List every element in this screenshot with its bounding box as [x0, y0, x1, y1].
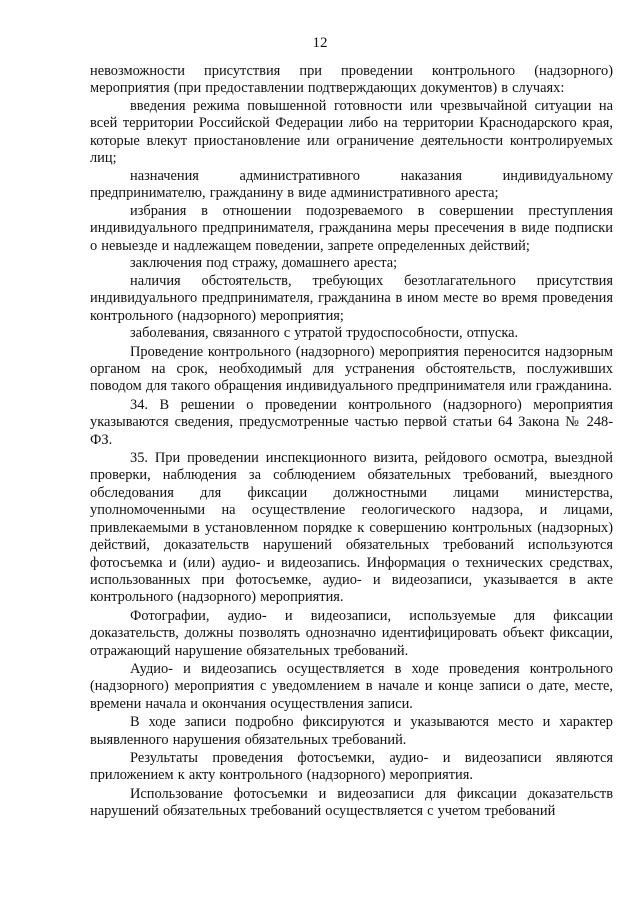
paragraph: Проведение контрольного (надзорного) мероприятия переносится надзорным органом на срок, необходимый для устранения обстоятельств, послуживших поводом для такого обращения индивидуального предпринимателя или гражданина.: [90, 343, 613, 395]
paragraph: В ходе записи подробно фиксируются и указываются место и характер выявленного нарушения обязательных требований.: [90, 714, 613, 748]
paragraph: 35. При проведении инспекционного визита, рейдового осмотра, выездной проверки, наблюдения за соблюдением обязательных требований, выездного обследования для фиксации должностными лицами министерства, уполномоченными на осуществление геологического надзора, и лицами, привлекаемыми в установленном порядке к совершению контрольных (надзорных) действий, доказательств нарушений обязательных требований используются фотосъемка и (или) аудио- и видеозапись. Информация о технических средствах, использованных при фотосъемке, аудио- и видеозаписи, указывается в акте контрольного (надзорного) мероприятия.: [90, 450, 613, 606]
paragraph: Использование фотосъемки и видеозаписи для фиксации доказательств нарушений обязательных требований осуществляется с учетом требований: [90, 785, 613, 820]
paragraph: Фотографии, аудио- и видеозаписи, используемые для фиксации доказательств, должны позволять однозначно идентифицировать объект фиксации, отражающий нарушение обязательных требований.: [90, 607, 613, 659]
paragraph: Результаты проведения фотосъемки, аудио- и видеозаписи являются приложением к акту контрольного (надзорного) мероприятия.: [90, 749, 613, 784]
page-number: 12: [312, 35, 328, 51]
document-body: [90, 63, 613, 821]
paragraph: 34. В решении о проведении контрольного (надзорного) мероприятия указываются сведения, предусмотренные частью первой статьи 64 Закона № 248-ФЗ.: [90, 396, 613, 448]
paragraph: назначения административного наказания индивидуальному предпринимателю, гражданину в виде административного ареста;: [90, 167, 613, 202]
paragraph: Аудио- и видеозапись осуществляется в ходе проведения контрольного (надзорного) мероприятия с уведомлением в начале и конце записи о дате, месте, времени начала и окончания осуществления записи.: [90, 660, 613, 712]
paragraph: заключения под стражу, домашнего ареста;: [130, 255, 398, 272]
paragraph: наличия обстоятельств, требующих безотлагательного присутствия индивидуального предпринимателя, гражданина в ином месте во время проведения контрольного (надзорного) мероприятия;: [90, 272, 613, 324]
paragraph: заболевания, связанного с утратой трудоспособности, отпуска.: [130, 325, 519, 342]
paragraph: введения режима повышенной готовности или чрезвычайной ситуации на всей территории Российской Федерации либо на территории Краснодарского края, которые влекут приостановление или ограничение деятельности контролируемых лиц;: [90, 98, 613, 167]
paragraph: невозможности присутствия при проведении контрольного (надзорного) мероприятия (при предоставлении подтверждающих документов) в случаях:: [90, 63, 613, 97]
paragraph: избрания в отношении подозреваемого в совершении преступления индивидуального предпринимателя, гражданина меры пресечения в виде подписки о невыезде и надлежащем поведении, запрете определенных действий;: [90, 202, 613, 254]
